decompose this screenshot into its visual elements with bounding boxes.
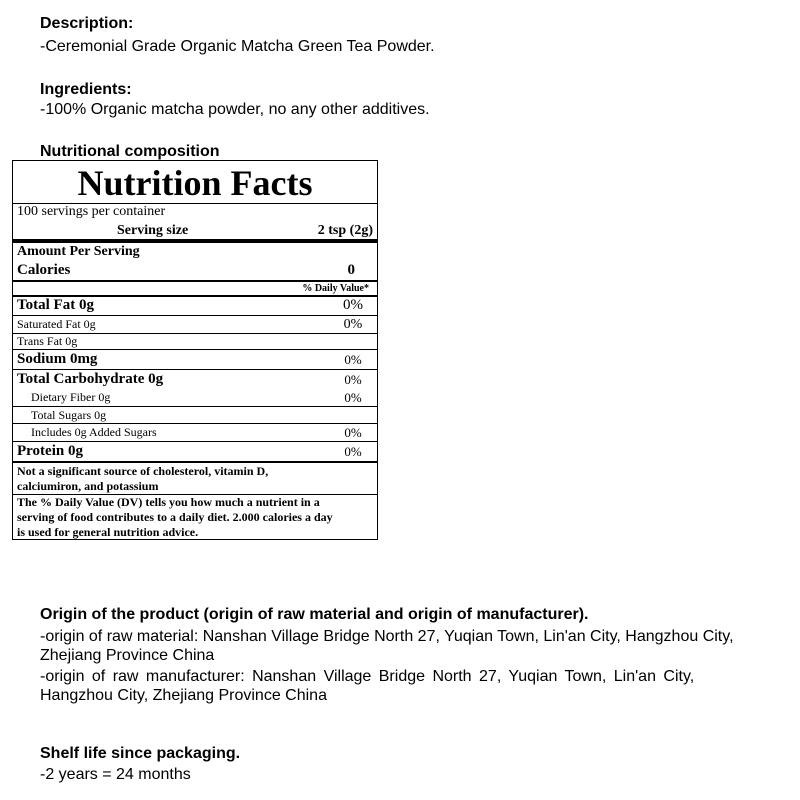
total-carbohydrate-dv: 0% bbox=[344, 372, 362, 387]
serving-size-value: 2 tsp (2g) bbox=[317, 223, 373, 238]
trans-fat-row bbox=[13, 333, 377, 349]
daily-value-header: % Daily Value* bbox=[302, 283, 369, 294]
calories-value: 0 bbox=[347, 262, 355, 278]
nutrient-source-note: Not a significant source of cholesterol, vitamin D, calciumiron, and potassium bbox=[13, 461, 377, 494]
saturated-fat-label: Saturated Fat 0g bbox=[17, 317, 96, 331]
total-fat-row bbox=[13, 295, 377, 315]
description-text: -Ceremonial Grade Organic Matcha Green Tea Powder. bbox=[40, 38, 435, 55]
trans-fat-label: Trans Fat 0g bbox=[17, 334, 78, 348]
origin-raw-material-line-2: Zhejiang Province China bbox=[40, 647, 215, 664]
protein-label: Protein 0g bbox=[17, 443, 83, 459]
servings-per-container: 100 servings per container bbox=[17, 204, 166, 219]
total-carbohydrate-row bbox=[13, 369, 377, 389]
total-sugars-row bbox=[13, 406, 377, 423]
origin-manufacturer-line-1: -origin of raw manufacturer: Nanshan Village Bridge North 27, Yuqian Town, Lin'an City, bbox=[40, 668, 695, 685]
dietary-fiber-row bbox=[13, 389, 377, 406]
serving-size-label: Serving size bbox=[117, 223, 189, 238]
total-fat-label: Total Fat 0g bbox=[17, 297, 94, 313]
protein-dv: 0% bbox=[344, 444, 362, 459]
ingredients-heading: Ingredients: bbox=[40, 81, 132, 98]
origin-manufacturer-line-2: Hangzhou City, Zhejiang Province China bbox=[40, 687, 327, 704]
serving-size-row bbox=[13, 221, 377, 239]
origin-heading: Origin of the product (origin of raw material and origin of manufacturer). bbox=[40, 606, 589, 623]
total-carbohydrate-label: Total Carbohydrate 0g bbox=[17, 371, 164, 387]
nutritional-composition-heading: Nutritional composition bbox=[40, 143, 220, 160]
shelf-life-heading: Shelf life since packaging. bbox=[40, 745, 241, 762]
dietary-fiber-label: Dietary Fiber 0g bbox=[31, 390, 111, 404]
shelf-life-text: -2 years = 24 months bbox=[40, 766, 191, 783]
daily-value-footnote: The % Daily Value (DV) tells you how much a nutrient in a serving of food contributes to a daily diet. 2.000 calories a day is used for general nutrition advice. bbox=[13, 494, 377, 540]
origin-raw-material-line-1: -origin of raw material: Nanshan Village Bridge North 27, Yuqian Town, Lin'an City, Hangzhou City, bbox=[40, 628, 734, 645]
added-sugars-label: Includes 0g Added Sugars bbox=[31, 425, 157, 439]
saturated-fat-dv: 0% bbox=[343, 317, 363, 332]
saturated-fat-row bbox=[13, 315, 377, 333]
protein-row bbox=[13, 441, 377, 461]
description-heading: Description: bbox=[40, 15, 134, 32]
sodium-dv: 0% bbox=[344, 352, 362, 367]
amount-per-serving: Amount Per Serving bbox=[17, 244, 140, 259]
sodium-row bbox=[13, 349, 377, 369]
calories-label: Calories bbox=[17, 262, 71, 278]
nutrition-facts-heading: Nutrition Facts bbox=[77, 163, 313, 203]
calories-row bbox=[13, 260, 377, 280]
added-sugars-dv: 0% bbox=[344, 425, 362, 440]
dietary-fiber-dv: 0% bbox=[344, 390, 362, 405]
total-sugars-label: Total Sugars 0g bbox=[31, 408, 107, 422]
total-fat-dv: 0% bbox=[343, 297, 363, 313]
ingredients-text: -100% Organic matcha powder, no any other additives. bbox=[40, 101, 430, 118]
sodium-label: Sodium 0mg bbox=[17, 351, 98, 367]
nutrition-facts-label bbox=[12, 160, 378, 540]
added-sugars-row bbox=[13, 423, 377, 441]
